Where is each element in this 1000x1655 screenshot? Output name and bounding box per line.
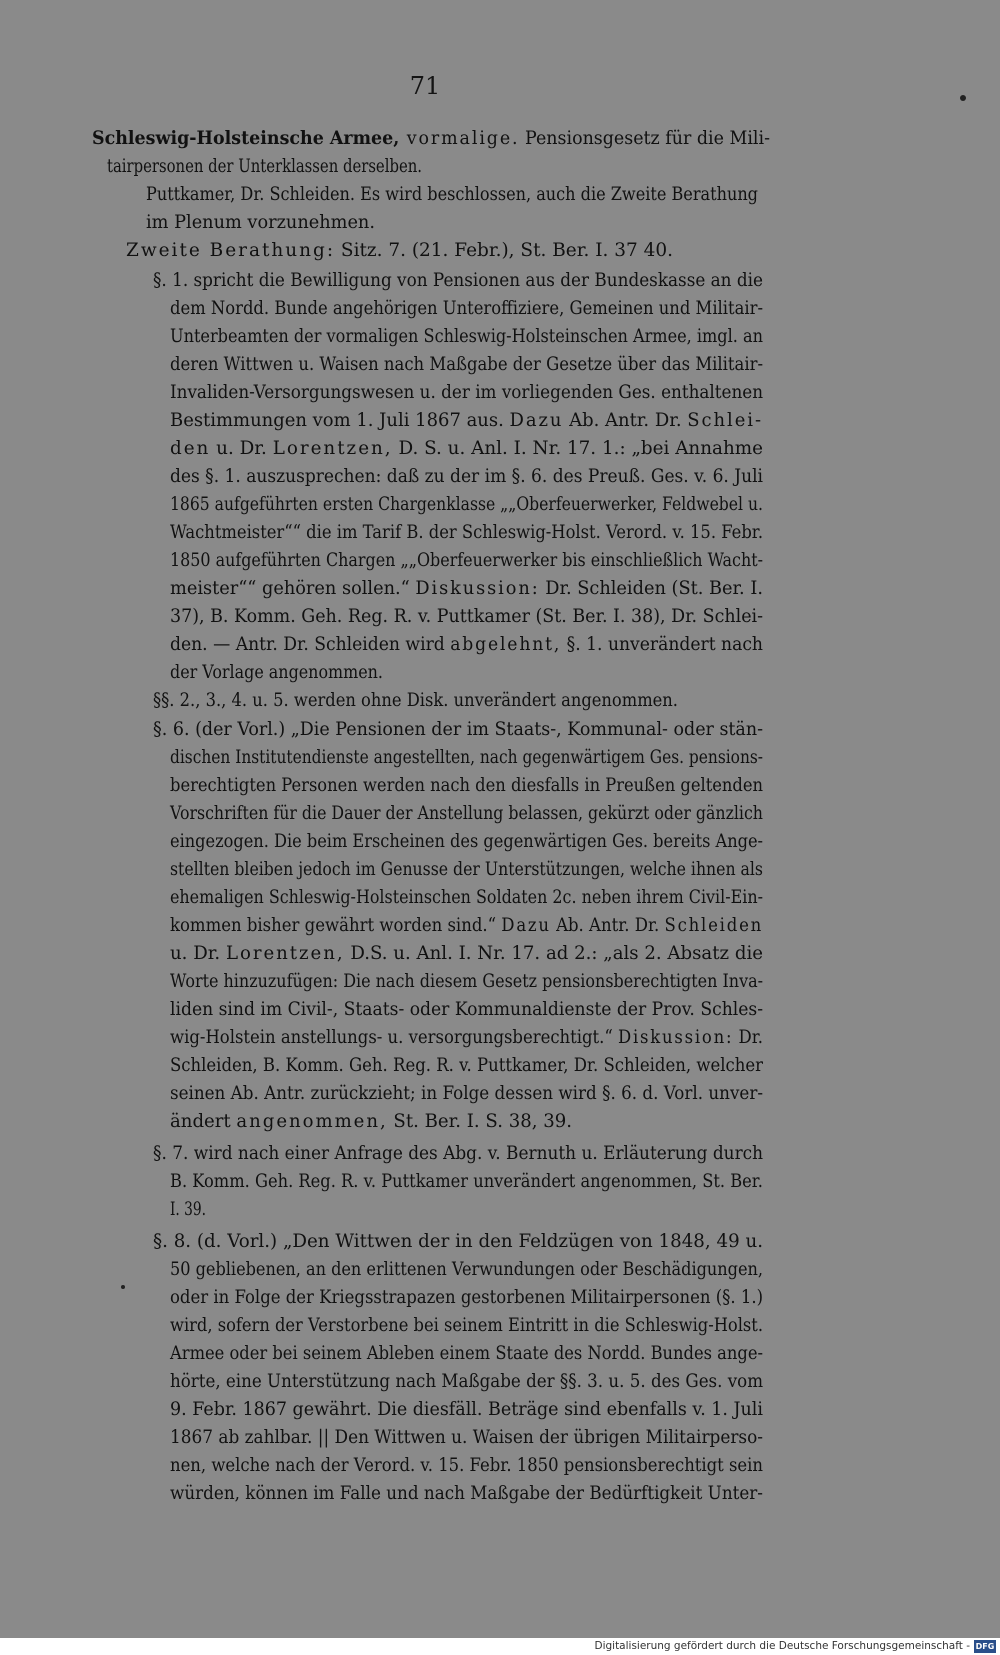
text-segment: Schleiden, B. Komm. Geh. Reg. R. v. Puttkamer, Dr. Schleiden, welcher — [170, 1055, 763, 1076]
text-segment: §. 8. (d. Vorl.) „Den Wittwen der in den Feldzügen von 1848, 49 u. — [153, 1231, 763, 1252]
text-segment: 1850 aufgeführten Chargen „„Oberfeuerwerker bis einschließlich Wacht- — [170, 550, 763, 571]
text-line — [170, 1455, 763, 1477]
text-segment: tairpersonen der Unterklassen derselben. — [107, 156, 423, 177]
text-line — [126, 240, 673, 262]
text-line — [170, 775, 763, 797]
text-segment: St. Ber. I. S. 38, 39. — [387, 1111, 573, 1132]
text-line — [92, 128, 770, 150]
text-segment: Unterbeamten der vormaligen Schleswig-Holsteinschen Armee, imgl. an — [170, 326, 763, 347]
text-line — [170, 494, 763, 516]
text-segment: D.S. u. Anl. I. Nr. 17. ad 2.: „als 2. Absatz die — [344, 943, 763, 964]
text-segment: 1865 aufgeführten ersten Chargenklasse „„Oberfeuerwerker, Feldwebel u. — [170, 494, 764, 515]
margin-dot — [121, 1285, 125, 1289]
text-segment: wig-Holstein anstellungs- u. versorgungsberechtigt.“ — [170, 1027, 619, 1048]
text-segment: seinen Ab. Antr. zurückzieht; in Folge dessen wird §. 6. d. Vorl. unver- — [170, 1083, 763, 1104]
text-segment: stellten bleiben jedoch im Genusse der Unterstützungen, welche ihnen als — [170, 859, 763, 880]
text-segment: Pensionsgesetz für die Mili- — [519, 128, 770, 149]
digitization-footer — [0, 1638, 1000, 1655]
text-line — [153, 719, 763, 741]
text-segment: I. 39. — [170, 1199, 207, 1220]
text-segment: kommen bisher gewährt worden sind.“ — [170, 915, 502, 936]
text-segment: den — [170, 438, 211, 459]
text-line — [170, 943, 763, 965]
text-segment: würden, können im Falle und nach Maßgabe der Bedürftigkeit Unter- — [170, 1483, 763, 1504]
text-segment: Worte hinzuzufügen: Die nach diesem Gesetz pensionsberechtigten Inva- — [170, 971, 764, 992]
text-line — [170, 298, 763, 320]
text-line — [170, 831, 763, 853]
text-segment: der Vorlage angenommen. — [170, 662, 383, 683]
text-segment: nen, welche nach der Verord. v. 15. Febr. 1850 pensionsberechtigt sein — [170, 1455, 763, 1476]
text-segment: angenommen, — [236, 1111, 388, 1132]
text-segment: hörte, eine Unterstützung nach Maßgabe der §§. 3. u. 5. des Ges. vom — [170, 1371, 764, 1392]
text-segment: Vorschriften für die Dauer der Anstellung belassen, gekürzt oder gänzlich — [170, 803, 763, 824]
text-line — [170, 1199, 206, 1221]
text-segment: Lorentzen, — [272, 438, 393, 459]
text-segment: meister““ gehören sollen.“ — [170, 578, 416, 599]
text-line — [170, 803, 763, 825]
text-line — [170, 522, 763, 544]
text-segment: Wachtmeister““ die im Tarif B. der Schleswig-Holst. Verord. v. 15. Febr. — [170, 522, 764, 543]
text-segment: Diskussion: — [618, 1027, 734, 1048]
text-line — [170, 999, 763, 1021]
text-segment: Ab. Antr. Dr. — [550, 915, 665, 936]
text-segment: §. 1. unverändert nach — [561, 634, 763, 655]
text-segment: Schleswig-Holsteinsche Armee, — [92, 128, 400, 149]
text-line — [170, 354, 763, 376]
text-line — [170, 1399, 763, 1421]
text-line — [170, 1083, 763, 1105]
text-segment: abgelehnt, — [450, 634, 562, 655]
text-segment: eingezogen. Die beim Erscheinen des gegenwärtigen Ges. bereits Ange- — [170, 831, 764, 852]
text-segment: dem Nordd. Bunde angehörigen Unteroffiziere, Gemeinen und Militair- — [170, 298, 763, 319]
text-segment: u. Dr. — [170, 943, 226, 964]
text-line — [146, 212, 375, 234]
text-segment: §. 6. (der Vorl.) „Die Pensionen der im Staats-, Kommunal- oder stän- — [153, 719, 764, 740]
text-segment: §. 1. spricht die Bewilligung von Pensionen aus der Bundeskasse an die — [153, 270, 763, 291]
text-line — [170, 382, 763, 404]
text-segment: des §. 1. auszusprechen: daß zu der im §. 6. des Preuß. Ges. v. 6. Juli — [170, 466, 763, 487]
text-segment: wird, sofern der Verstorbene bei seinem Eintritt in die Schleswig-Holst. — [170, 1315, 764, 1336]
text-segment: Zweite Berathung: — [126, 240, 336, 261]
text-segment: B. Komm. Geh. Reg. R. v. Puttkamer unverändert angenommen, St. Ber. — [170, 1171, 763, 1192]
text-line — [170, 662, 383, 684]
page-number: 71 — [409, 72, 441, 100]
text-segment: u. Dr. — [210, 438, 273, 459]
text-line — [170, 859, 763, 881]
text-line — [170, 606, 763, 628]
text-line — [170, 1427, 763, 1449]
text-segment: Diskussion: — [415, 578, 540, 599]
text-segment: Bestimmungen vom 1. Juli 1867 aus. — [170, 410, 510, 431]
text-segment: Puttkamer, Dr. Schleiden. Es wird beschlossen, auch die Zweite Berathung — [146, 184, 758, 205]
text-segment: Invaliden-Versorgungswesen u. der im vorliegenden Ges. enthaltenen — [170, 382, 764, 403]
text-segment: 1867 ab zahlbar. || Den Wittwen u. Waisen der übrigen Militairperso- — [170, 1427, 763, 1448]
text-segment: Schleiden — [664, 915, 764, 936]
text-segment: Dr. Schleiden (St. Ber. I. — [539, 578, 763, 599]
text-line — [170, 634, 763, 656]
text-line — [153, 1143, 763, 1165]
text-line — [170, 1259, 763, 1281]
text-line — [170, 438, 763, 460]
text-segment: Dazu — [509, 410, 564, 431]
text-line — [170, 1287, 763, 1309]
text-segment: den. — Antr. Dr. Schleiden wird — [170, 634, 451, 655]
text-segment: berechtigten Personen werden nach den diesfalls in Preußen geltenden — [170, 775, 764, 796]
text-segment: §. 7. wird nach einer Anfrage des Abg. v. Bernuth u. Erläuterung durch — [153, 1143, 764, 1164]
text-line — [170, 1483, 763, 1505]
text-segment: Armee oder bei seinem Ableben einem Staate des Nordd. Bundes ange- — [170, 1343, 763, 1364]
text-segment: liden sind im Civil-, Staats- oder Kommunaldienste der Prov. Schles- — [170, 999, 763, 1020]
margin-dot — [960, 95, 966, 101]
text-segment: vormalige. — [399, 128, 520, 149]
text-line — [107, 156, 422, 178]
text-line — [170, 326, 763, 348]
text-line — [170, 1111, 572, 1133]
text-segment: Lorentzen, — [225, 943, 345, 964]
text-segment: dischen Institutendienste angestellten, nach gegenwärtigem Ges. pensions- — [170, 747, 764, 768]
text-line — [170, 747, 763, 769]
dfg-logo: DFG — [975, 1642, 995, 1651]
text-line — [170, 1371, 763, 1393]
text-segment: deren Wittwen u. Waisen nach Maßgabe der Gesetze über das Militair- — [170, 354, 764, 375]
text-segment: im Plenum vorzunehmen. — [146, 212, 375, 233]
text-line — [170, 887, 763, 909]
text-line — [153, 270, 763, 292]
text-segment: 37), B. Komm. Geh. Reg. R. v. Puttkamer (St. Ber. I. 38), Dr. Schlei- — [170, 606, 763, 627]
text-line — [170, 410, 763, 432]
text-line — [170, 1343, 763, 1365]
text-line — [170, 971, 763, 993]
text-segment: Dazu — [501, 915, 551, 936]
text-segment: 50 gebliebenen, an den erlittenen Verwundungen oder Beschädigungen, — [170, 1259, 764, 1280]
text-segment: Schlei- — [687, 410, 763, 431]
footer-credit: Digitalisierung gefördert durch die Deutsche Forschungsgemeinschaft - — [594, 1640, 970, 1652]
text-line — [170, 466, 763, 488]
text-segment: §§. 2., 3., 4. u. 5. werden ohne Disk. unverändert angenommen. — [153, 690, 678, 711]
text-line — [170, 915, 763, 937]
text-segment: D. S. u. Anl. I. Nr. 17. 1.: „bei Annahme — [392, 438, 763, 459]
text-segment: ändert — [170, 1111, 237, 1132]
text-line — [170, 1315, 763, 1337]
text-line — [153, 1231, 763, 1253]
text-line — [170, 550, 763, 572]
text-segment: ehemaligen Schleswig-Holsteinschen Soldaten 2c. neben ihrem Civil-Ein- — [170, 887, 764, 908]
text-segment: 9. Febr. 1867 gewährt. Die diesfäll. Beträge sind ebenfalls v. 1. Juli — [170, 1399, 763, 1420]
text-line — [170, 1027, 763, 1049]
text-line — [153, 690, 678, 712]
text-line — [146, 184, 758, 206]
text-segment: Sitz. 7. (21. Febr.), St. Ber. I. 37 40. — [335, 240, 674, 261]
text-line — [170, 1055, 763, 1077]
text-line — [170, 578, 763, 600]
text-segment: Ab. Antr. Dr. — [563, 410, 688, 431]
text-segment: oder in Folge der Kriegsstrapazen gestorbenen Militairpersonen (§. 1.) — [170, 1287, 764, 1308]
text-line — [170, 1171, 763, 1193]
text-segment: Dr. — [733, 1027, 763, 1048]
